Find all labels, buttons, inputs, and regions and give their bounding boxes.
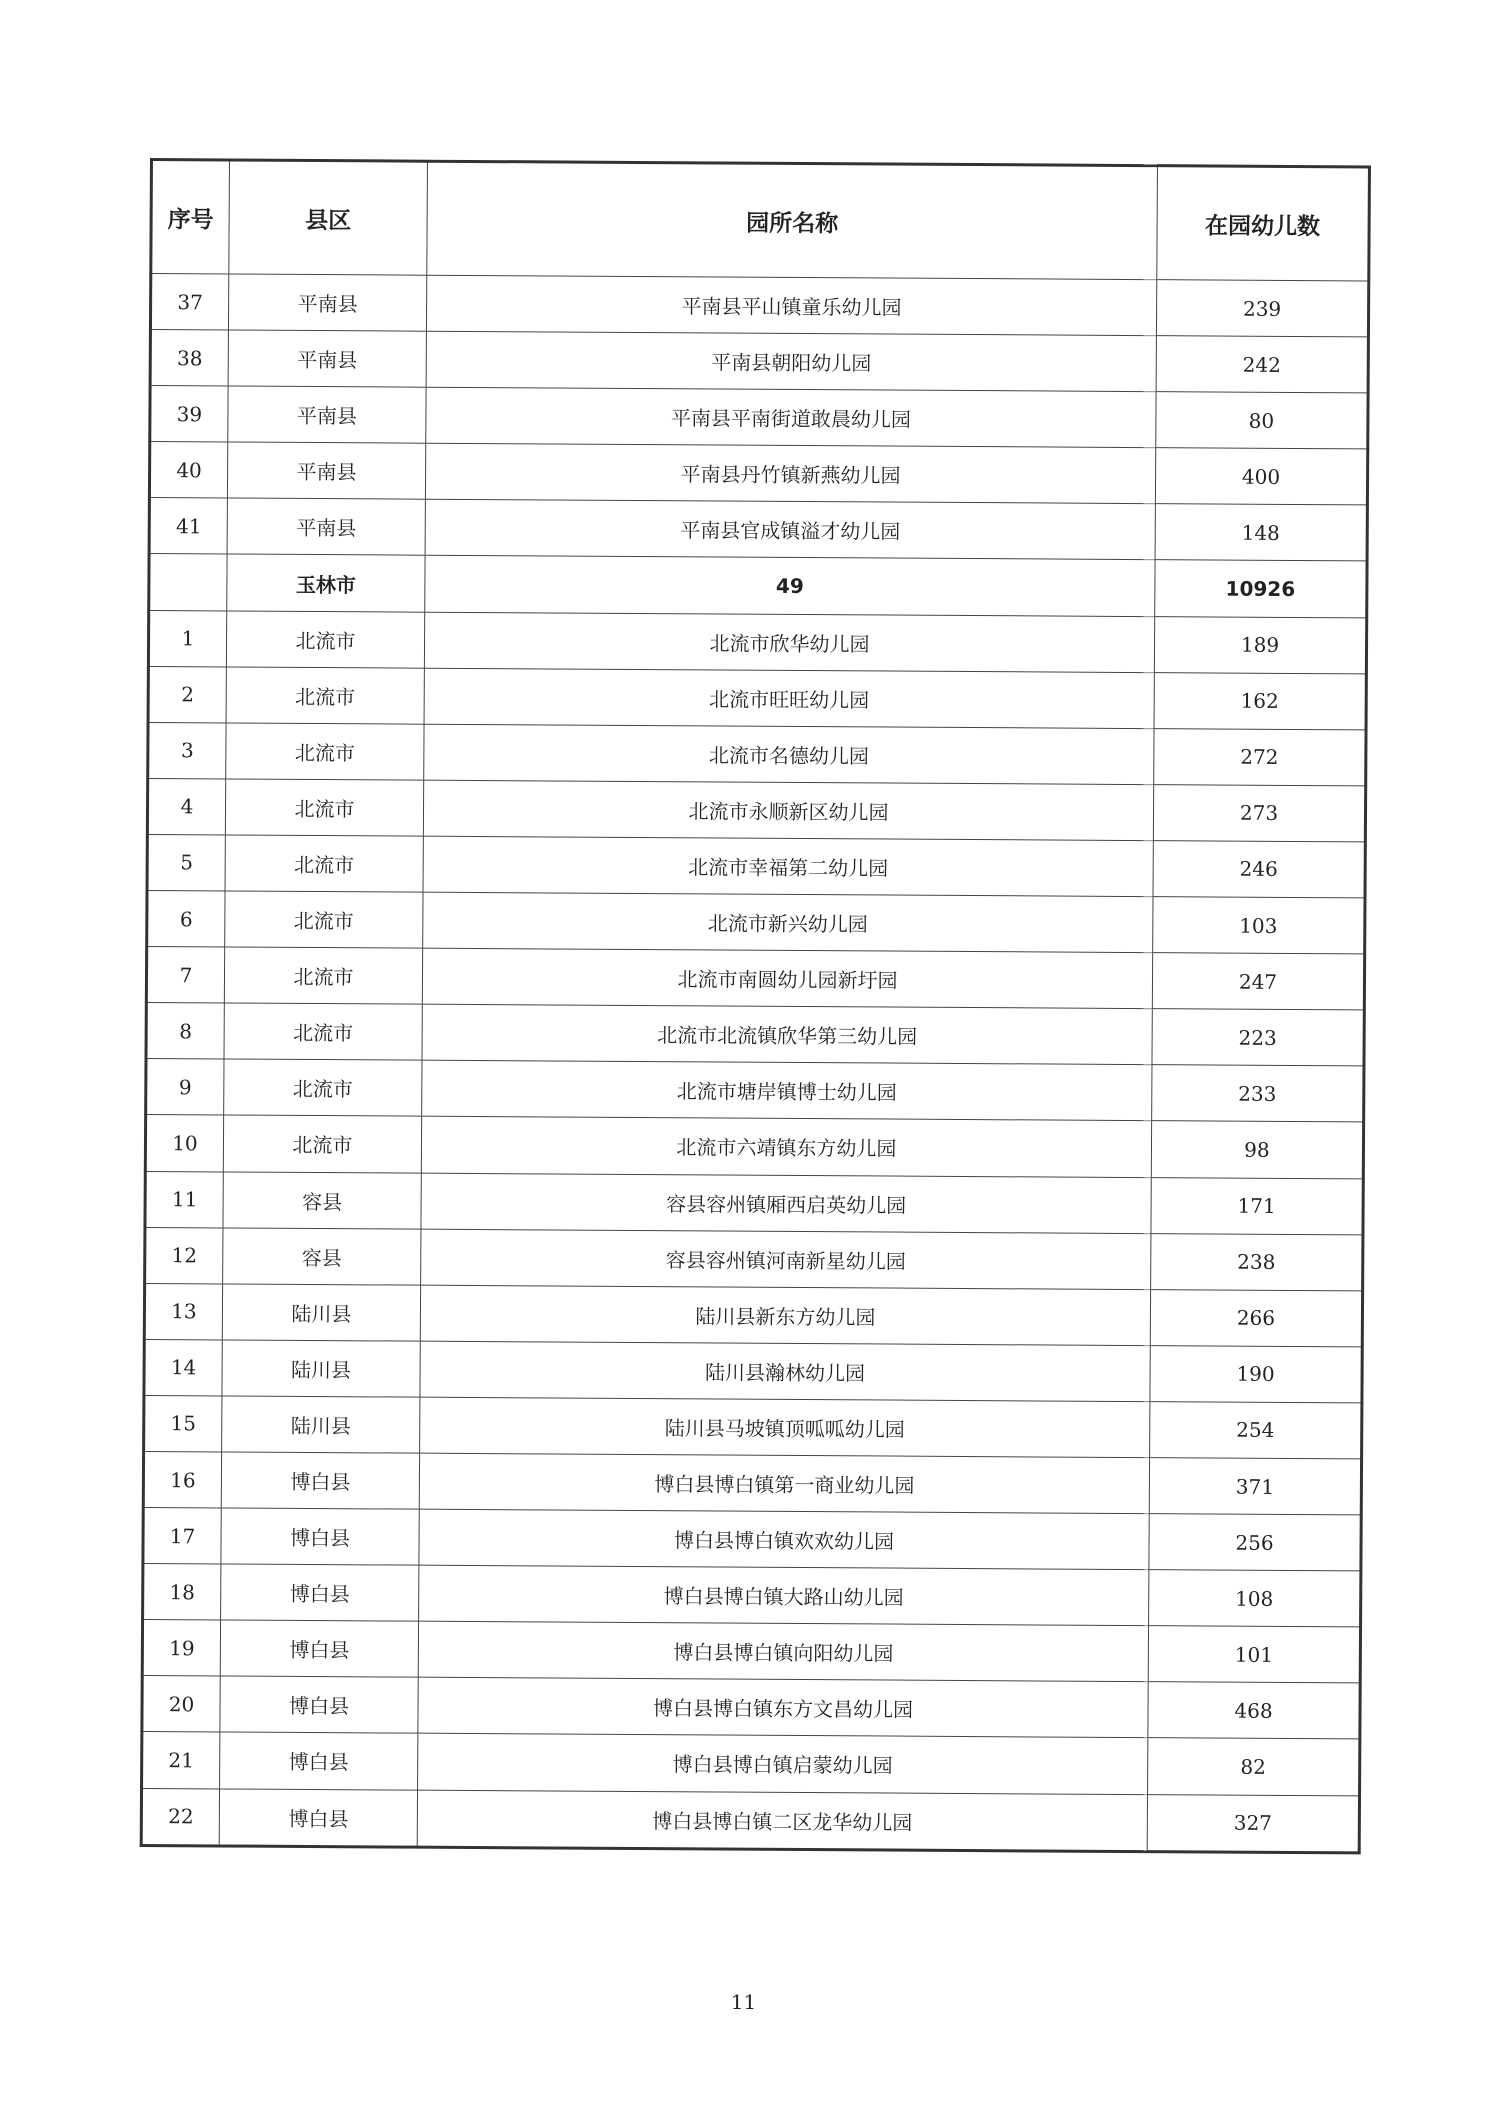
table-row xyxy=(142,1676,1360,1740)
cell-index: 17 xyxy=(143,1508,221,1565)
table-row xyxy=(148,666,1366,730)
cell-index: 21 xyxy=(142,1732,220,1789)
cell-county: 陆川县 xyxy=(222,1340,420,1397)
cell-kindergarten-name: 平南县朝阳幼儿园 xyxy=(426,331,1156,392)
cell-kindergarten-name: 平南县丹竹镇新燕幼儿园 xyxy=(425,443,1155,504)
cell-county: 博白县 xyxy=(220,1676,418,1733)
table-row xyxy=(145,1171,1363,1235)
cell-index xyxy=(149,554,227,611)
cell-kindergarten-name: 49 xyxy=(425,556,1155,617)
cell-county: 北流市 xyxy=(224,947,422,1004)
cell-enrolled-children: 272 xyxy=(1154,728,1366,785)
table-row xyxy=(147,834,1365,898)
cell-county: 北流市 xyxy=(223,1115,421,1172)
cell-county: 博白县 xyxy=(220,1732,418,1789)
page-number: 11 xyxy=(730,1990,757,2014)
table-row xyxy=(147,891,1365,955)
subtotal-row xyxy=(149,554,1367,618)
cell-county: 博白县 xyxy=(221,1452,419,1509)
cell-kindergarten-name: 北流市旺旺幼儿园 xyxy=(424,668,1154,729)
table-row xyxy=(150,274,1368,338)
cell-kindergarten-name: 北流市六靖镇东方幼儿园 xyxy=(421,1117,1151,1178)
cell-index: 2 xyxy=(148,666,226,723)
cell-enrolled-children: 98 xyxy=(1151,1121,1363,1178)
cell-county: 北流市 xyxy=(226,667,424,724)
cell-kindergarten-name: 博白县博白镇东方文昌幼儿园 xyxy=(418,1678,1148,1739)
cell-county: 平南县 xyxy=(228,386,426,443)
cell-county: 北流市 xyxy=(225,835,423,892)
table-row xyxy=(145,1115,1363,1179)
table-row xyxy=(149,498,1367,562)
cell-county: 平南县 xyxy=(227,442,425,499)
cell-index: 15 xyxy=(144,1395,222,1452)
cell-enrolled-children: 273 xyxy=(1153,784,1365,841)
table-row xyxy=(146,1059,1364,1123)
table-row xyxy=(150,330,1368,394)
cell-kindergarten-name: 博白县博白镇大路山幼儿园 xyxy=(419,1565,1149,1626)
cell-index: 16 xyxy=(143,1451,221,1508)
cell-enrolled-children: 148 xyxy=(1155,504,1367,561)
cell-index: 1 xyxy=(148,610,226,667)
cell-index: 8 xyxy=(146,1003,224,1060)
cell-enrolled-children: 371 xyxy=(1149,1458,1361,1515)
table-row xyxy=(142,1620,1360,1684)
cell-kindergarten-name: 平南县平南街道敢晨幼儿园 xyxy=(426,387,1156,448)
cell-index: 14 xyxy=(144,1339,222,1396)
cell-kindergarten-name: 平南县平山镇童乐幼儿园 xyxy=(426,275,1156,336)
table-row xyxy=(147,778,1365,842)
table-row xyxy=(148,722,1366,786)
table-row xyxy=(148,610,1366,674)
cell-county: 平南县 xyxy=(228,330,426,387)
cell-enrolled-children: 171 xyxy=(1151,1177,1363,1234)
cell-enrolled-children: 101 xyxy=(1148,1626,1360,1683)
cell-county: 博白县 xyxy=(220,1620,418,1677)
cell-county: 北流市 xyxy=(225,891,423,948)
cell-enrolled-children: 103 xyxy=(1153,897,1365,954)
cell-county: 博白县 xyxy=(221,1508,419,1565)
cell-index: 41 xyxy=(149,498,227,555)
cell-kindergarten-name: 北流市幸福第二幼儿园 xyxy=(423,836,1153,897)
cell-index: 19 xyxy=(142,1620,220,1677)
kindergarten-table-container xyxy=(140,158,1368,1854)
cell-index: 4 xyxy=(147,778,225,835)
cell-county: 北流市 xyxy=(224,1059,422,1116)
table-row xyxy=(143,1451,1361,1515)
table-row xyxy=(144,1339,1362,1403)
cell-enrolled-children: 246 xyxy=(1153,841,1365,898)
cell-kindergarten-name: 北流市名德幼儿园 xyxy=(424,724,1154,785)
kindergarten-table xyxy=(140,158,1371,1854)
cell-kindergarten-name: 博白县博白镇第一商业幼儿园 xyxy=(419,1453,1149,1514)
cell-kindergarten-name: 博白县博白镇二区龙华幼儿园 xyxy=(417,1790,1147,1852)
cell-enrolled-children: 242 xyxy=(1156,336,1368,393)
cell-enrolled-children: 266 xyxy=(1150,1289,1362,1346)
cell-enrolled-children: 10926 xyxy=(1155,560,1367,617)
cell-kindergarten-name: 陆川县马坡镇顶呱呱幼儿园 xyxy=(420,1397,1150,1458)
cell-kindergarten-name: 北流市永顺新区幼儿园 xyxy=(423,780,1153,841)
table-row xyxy=(142,1732,1360,1796)
cell-enrolled-children: 190 xyxy=(1150,1345,1362,1402)
header-kindergarten-name: 园所名称 xyxy=(427,161,1158,279)
header-county: 县区 xyxy=(229,160,428,275)
cell-enrolled-children: 82 xyxy=(1148,1738,1360,1795)
table-row xyxy=(143,1564,1361,1628)
cell-county: 北流市 xyxy=(226,723,424,780)
table-row xyxy=(145,1227,1363,1291)
table-row xyxy=(149,442,1367,506)
cell-enrolled-children: 80 xyxy=(1156,392,1368,449)
cell-index: 12 xyxy=(145,1227,223,1284)
cell-county: 玉林市 xyxy=(227,554,425,611)
cell-county: 容县 xyxy=(223,1228,421,1285)
header-index: 序号 xyxy=(151,160,230,274)
cell-index: 5 xyxy=(147,834,225,891)
cell-index: 10 xyxy=(145,1115,223,1172)
cell-index: 3 xyxy=(148,722,226,779)
cell-kindergarten-name: 北流市塘岸镇博士幼儿园 xyxy=(422,1060,1152,1121)
cell-index: 9 xyxy=(146,1059,224,1116)
cell-kindergarten-name: 北流市新兴幼儿园 xyxy=(423,892,1153,953)
cell-enrolled-children: 247 xyxy=(1152,953,1364,1010)
cell-enrolled-children: 400 xyxy=(1155,448,1367,505)
cell-kindergarten-name: 陆川县新东方幼儿园 xyxy=(420,1285,1150,1346)
table-row xyxy=(150,386,1368,450)
cell-index: 38 xyxy=(150,330,228,387)
cell-enrolled-children: 256 xyxy=(1149,1514,1361,1571)
cell-kindergarten-name: 北流市欣华幼儿园 xyxy=(424,612,1154,673)
cell-county: 博白县 xyxy=(221,1564,419,1621)
cell-index: 40 xyxy=(149,442,227,499)
table-row xyxy=(146,1003,1364,1067)
table-row xyxy=(144,1283,1362,1347)
cell-enrolled-children: 189 xyxy=(1154,616,1366,673)
cell-kindergarten-name: 博白县博白镇向阳幼儿园 xyxy=(418,1621,1148,1682)
cell-county: 北流市 xyxy=(225,779,423,836)
cell-index: 18 xyxy=(143,1564,221,1621)
cell-county: 陆川县 xyxy=(222,1284,420,1341)
cell-kindergarten-name: 平南县官成镇溢才幼儿园 xyxy=(425,500,1155,561)
cell-enrolled-children: 162 xyxy=(1154,672,1366,729)
cell-enrolled-children: 254 xyxy=(1150,1402,1362,1459)
cell-index: 6 xyxy=(147,891,225,948)
cell-index: 39 xyxy=(150,386,228,443)
cell-county: 平南县 xyxy=(228,274,426,331)
cell-index: 20 xyxy=(142,1676,220,1733)
table-header-row xyxy=(151,160,1370,281)
cell-enrolled-children: 233 xyxy=(1152,1065,1364,1122)
cell-kindergarten-name: 容县容州镇河南新星幼儿园 xyxy=(421,1229,1151,1290)
cell-kindergarten-name: 博白县博白镇启蒙幼儿园 xyxy=(418,1734,1148,1795)
cell-enrolled-children: 108 xyxy=(1149,1570,1361,1627)
cell-county: 北流市 xyxy=(226,611,424,668)
table-row xyxy=(146,947,1364,1011)
cell-index: 13 xyxy=(144,1283,222,1340)
table-body xyxy=(141,274,1369,1853)
cell-index: 11 xyxy=(145,1171,223,1228)
header-enrolled-children: 在园幼儿数 xyxy=(1157,166,1370,281)
cell-county: 北流市 xyxy=(224,1003,422,1060)
table-row xyxy=(144,1395,1362,1459)
cell-enrolled-children: 223 xyxy=(1152,1009,1364,1066)
cell-enrolled-children: 238 xyxy=(1151,1233,1363,1290)
table-row xyxy=(141,1788,1359,1853)
cell-county: 博白县 xyxy=(219,1788,417,1846)
cell-kindergarten-name: 容县容州镇厢西启英幼儿园 xyxy=(421,1173,1151,1234)
cell-index: 22 xyxy=(141,1788,219,1846)
cell-kindergarten-name: 北流市南圆幼儿园新圩园 xyxy=(422,948,1152,1009)
cell-county: 陆川县 xyxy=(222,1396,420,1453)
cell-county: 平南县 xyxy=(227,498,425,555)
cell-kindergarten-name: 博白县博白镇欢欢幼儿园 xyxy=(419,1509,1149,1570)
table-row xyxy=(143,1508,1361,1572)
cell-enrolled-children: 468 xyxy=(1148,1682,1360,1739)
cell-enrolled-children: 327 xyxy=(1147,1794,1359,1852)
cell-county: 容县 xyxy=(223,1171,421,1228)
cell-kindergarten-name: 陆川县瀚林幼儿园 xyxy=(420,1341,1150,1402)
cell-kindergarten-name: 北流市北流镇欣华第三幼儿园 xyxy=(422,1004,1152,1065)
cell-index: 37 xyxy=(150,274,228,331)
cell-index: 7 xyxy=(146,947,224,1004)
cell-enrolled-children: 239 xyxy=(1156,280,1368,337)
